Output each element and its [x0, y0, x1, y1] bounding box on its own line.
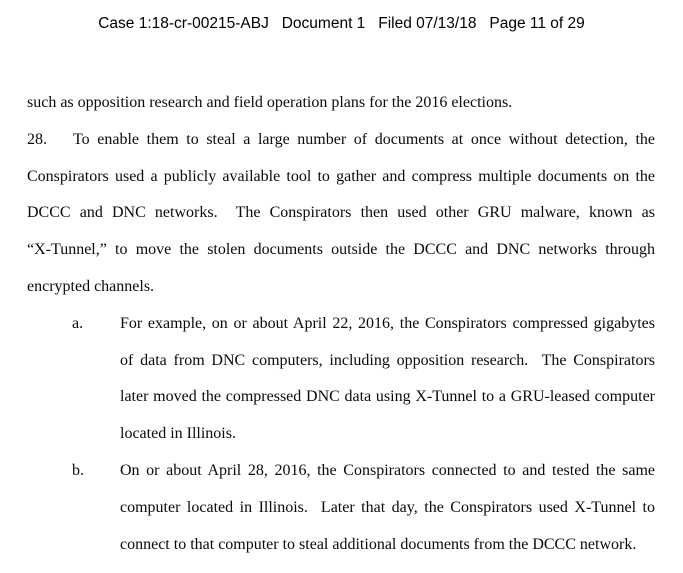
list-item-b-marker: b.	[72, 461, 84, 479]
paragraph-line: DCCC and DNC networks. The Conspirators then used other GRU malware, known as	[27, 204, 655, 222]
paragraph-continuation-line: such as opposition research and field operation plans for the 2016 elections.	[27, 94, 513, 111]
paragraph-line-text: To enable them to steal a large number of documents at once without detection, the	[73, 130, 655, 148]
list-item-line: For example, on or about April 22, 2016, the Conspirators compressed gigabytes	[120, 314, 655, 332]
paragraph-number: 28.	[27, 130, 47, 148]
paragraph-line: Conspirators used a publicly available tool to gather and compress multiple documents on the	[27, 167, 655, 185]
list-item-line: of data from DNC computers, including opposition research. The Conspirators	[120, 351, 655, 369]
list-item-a-marker: a.	[72, 314, 84, 332]
list-item-line: connect to that computer to steal additional documents from the DCCC network.	[120, 535, 637, 553]
list-item-line: computer located in Illinois. Later that day, the Conspirators used X-Tunnel to	[120, 498, 655, 516]
list-item-line: On or about April 28, 2016, the Conspirators connected to and tested the same	[120, 461, 655, 479]
document-body	[27, 85, 655, 563]
paragraph-28	[27, 122, 655, 306]
list-item-a	[72, 306, 655, 453]
list-item-b	[72, 453, 655, 563]
paragraph-line	[27, 122, 655, 159]
case-header-stamp: Case 1:18-cr-00215-ABJ Document 1 Filed 07/13/18 Page 11 of 29	[98, 15, 585, 32]
list-item-line: located in Illinois.	[120, 425, 236, 443]
list-item-line: later moved the compressed DNC data using X-Tunnel to a GRU-leased computer	[120, 388, 655, 406]
paragraph-line: encrypted channels.	[27, 277, 155, 295]
paragraph-line: “X-Tunnel,” to move the stolen documents outside the DCCC and DNC networks through	[27, 241, 655, 259]
